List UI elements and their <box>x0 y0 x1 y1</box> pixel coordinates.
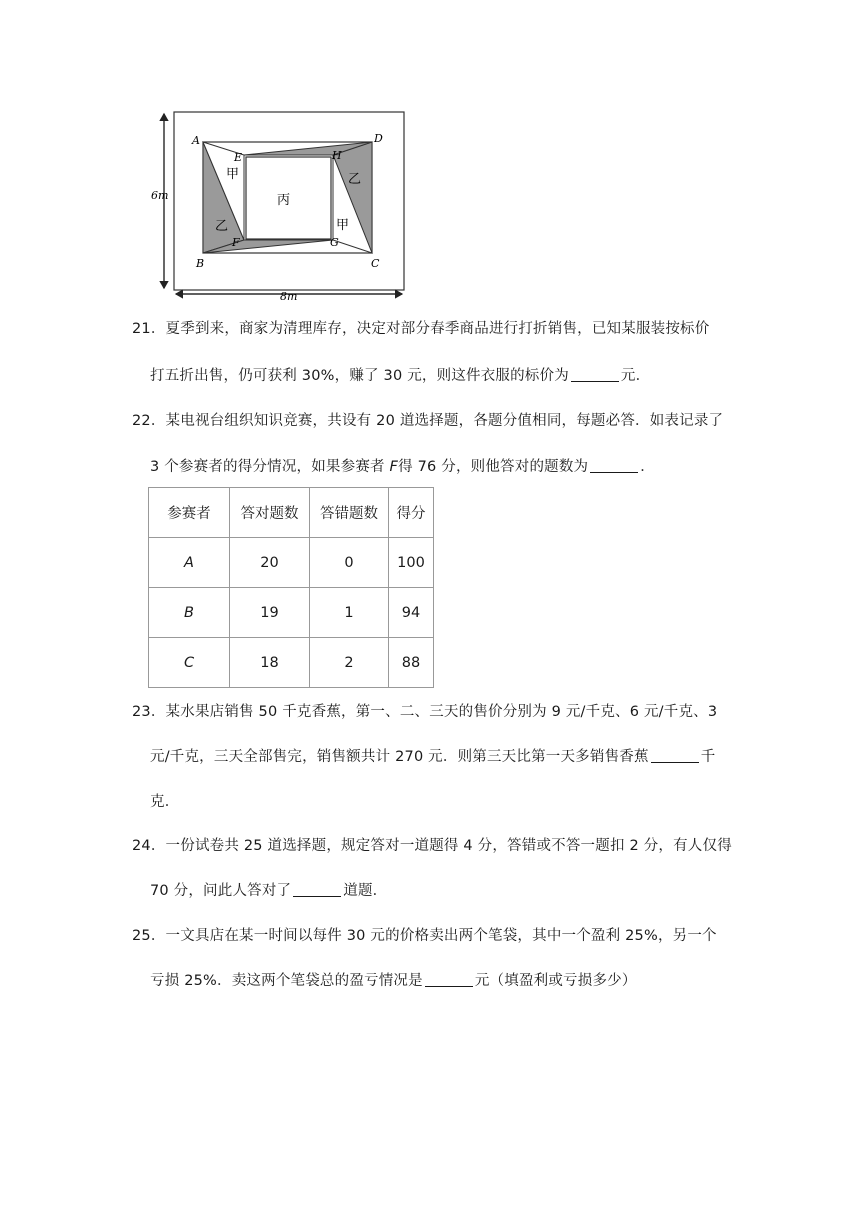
region-jia-left: 甲 <box>226 167 240 182</box>
label-c: C <box>371 257 380 270</box>
q25-unit: 元（填盈利或亏损多少） <box>474 973 637 989</box>
table-cell: C <box>149 638 230 688</box>
label-g: G <box>330 236 339 249</box>
table-header-row <box>149 488 434 538</box>
q21-answer-blank[interactable] <box>571 367 619 382</box>
q23-line1: 23．某水果店销售 50 千克香蕉，第一、二、三天的售价分别为 9 元/千克、6 元/千克、3 <box>132 704 718 720</box>
q23-line2 <box>150 747 740 767</box>
table-row <box>149 638 434 688</box>
table-cell: 19 <box>230 588 310 638</box>
table-cell: 100 <box>389 538 434 588</box>
q23-answer-blank[interactable] <box>651 748 699 763</box>
table-cell: B <box>149 588 230 638</box>
score-table <box>148 487 434 688</box>
label-e: E <box>234 151 243 164</box>
table-cell: A <box>149 538 230 588</box>
width-label: 8m <box>280 290 298 303</box>
table-cell: 0 <box>310 538 389 588</box>
label-b: B <box>196 257 205 270</box>
q24-text: 70 分，问此人答对了 <box>150 883 292 899</box>
region-yi-left: 乙 <box>215 219 229 234</box>
label-h: H <box>332 149 342 162</box>
q23-unit: 千 <box>700 749 716 765</box>
q24-line1: 24．一份试卷共 25 道选择题，规定答对一道题得 4 分，答错或不答一题扣 2 分，有人仅得 <box>132 838 732 854</box>
q24-answer-blank[interactable] <box>293 882 341 897</box>
table-cell: 2 <box>310 638 389 688</box>
q22-end: ． <box>640 459 655 475</box>
q23-line3: 克． <box>150 794 180 810</box>
q22-answer-blank[interactable] <box>590 458 638 473</box>
header-cell: 得分 <box>389 488 434 538</box>
table-row <box>149 588 434 638</box>
q24-line2 <box>150 881 750 901</box>
q22-line2 <box>150 457 750 477</box>
q22-var-f: F <box>389 459 399 475</box>
table-cell: 20 <box>230 538 310 588</box>
table-cell: 94 <box>389 588 434 638</box>
height-label: 6m <box>151 189 169 202</box>
q25-answer-blank[interactable] <box>425 972 473 987</box>
label-a: A <box>192 134 200 147</box>
geometry-figure <box>150 104 412 304</box>
q22-line1: 22．某电视台组织知识竞赛，共设有 20 道选择题，各题分值相同，每题必答．如表记录了 <box>132 413 724 429</box>
table-cell: 1 <box>310 588 389 638</box>
q25-line2 <box>150 971 750 991</box>
region-yi-right: 乙 <box>348 172 362 187</box>
region-jia-right: 甲 <box>336 218 350 233</box>
label-f: F <box>232 236 240 249</box>
q22-text-b: 得 76 分，则他答对的题数为 <box>398 459 589 475</box>
header-cell: 答错题数 <box>310 488 389 538</box>
q22-text-a: 3 个参赛者的得分情况，如果参赛者 <box>150 459 390 475</box>
label-d: D <box>374 132 383 145</box>
table-row <box>149 538 434 588</box>
q21-line1: 21．夏季到来，商家为清理库存，决定对部分春季商品进行打折销售，已知某服装按标价 <box>132 321 710 337</box>
q25-line1: 25．一文具店在某一时间以每件 30 元的价格卖出两个笔袋，其中一个盈利 25%，另一个 <box>132 928 717 944</box>
header-cell: 答对题数 <box>230 488 310 538</box>
region-bing: 丙 <box>277 193 291 208</box>
q21-unit: 元． <box>620 368 651 384</box>
header-cell: 参赛者 <box>149 488 230 538</box>
q23-text: 元/千克，三天全部售完，销售额共计 270 元．则第三天比第一天多销售香蕉 <box>150 749 649 765</box>
q21-line2 <box>150 366 750 386</box>
table-cell: 18 <box>230 638 310 688</box>
q24-unit: 道题． <box>343 883 388 899</box>
table-cell: 88 <box>389 638 434 688</box>
q25-text: 亏损 25%．卖这两个笔袋总的盈亏情况是 <box>150 973 423 989</box>
q21-text: 打五折出售，仍可获利 30%，赚了 30 元，则这件衣服的标价为 <box>150 368 569 384</box>
